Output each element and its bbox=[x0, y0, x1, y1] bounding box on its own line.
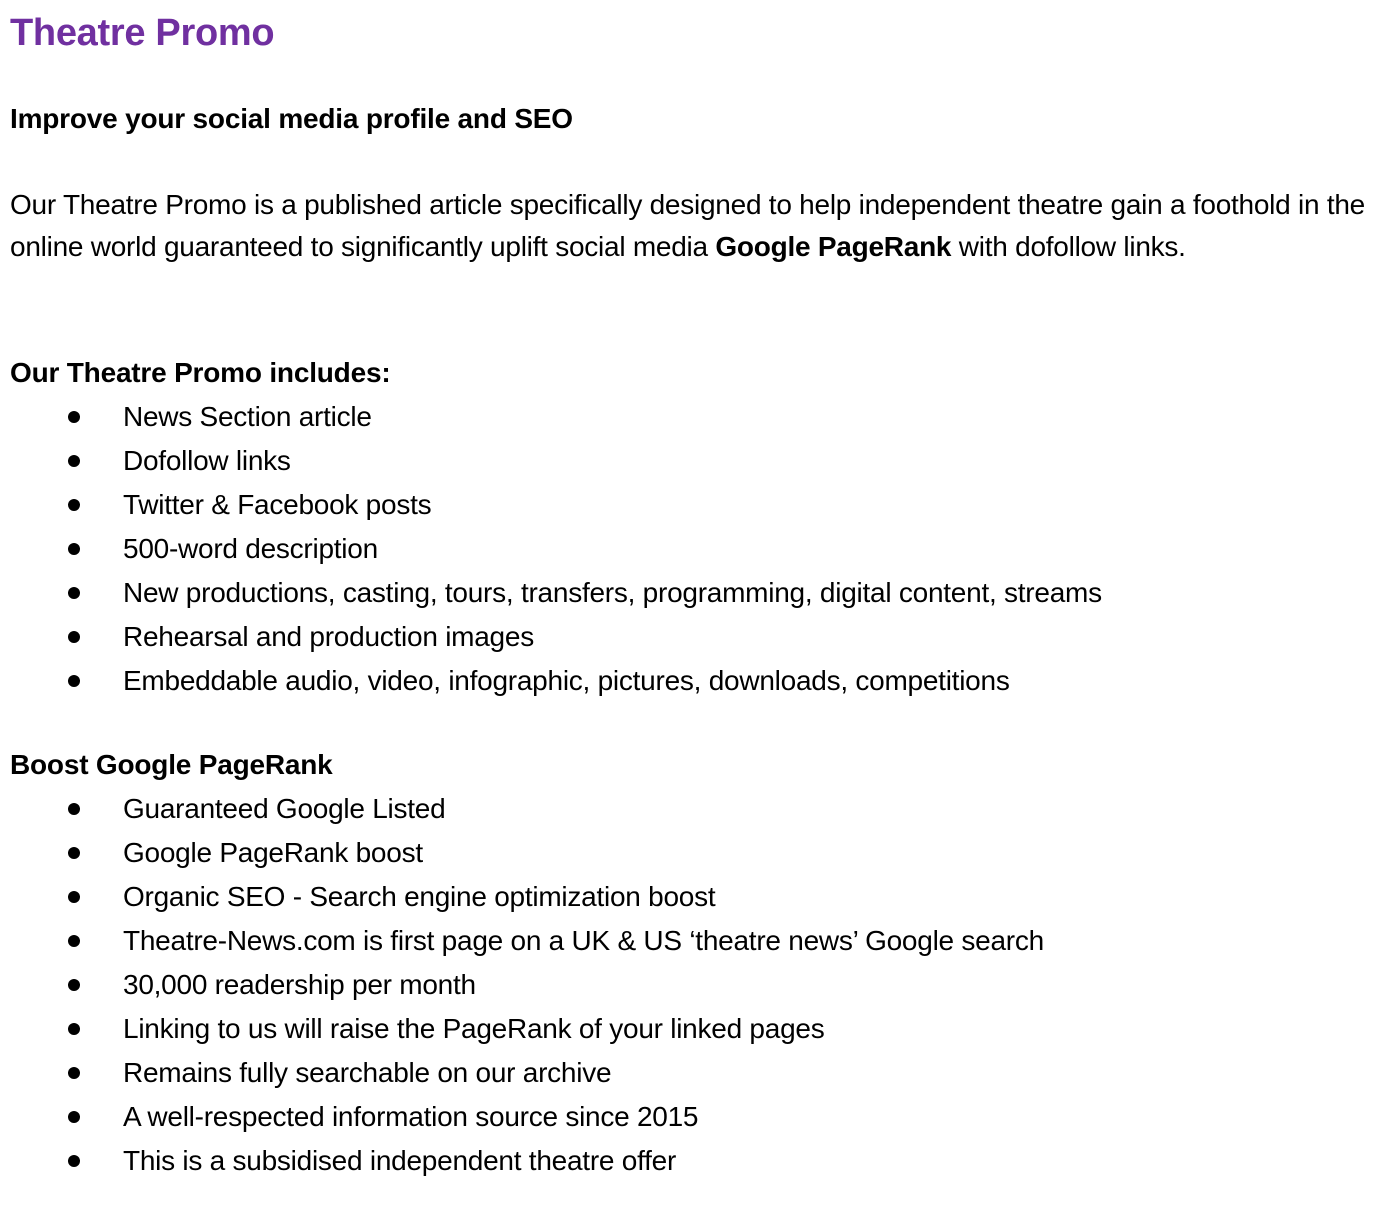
bullet-icon bbox=[68, 543, 80, 555]
list-item bbox=[10, 395, 1102, 439]
list-item-text: Linking to us will raise the PageRank of your linked pages bbox=[123, 1013, 825, 1044]
includes-list bbox=[10, 395, 1102, 703]
list-item-text: Google PageRank boost bbox=[123, 837, 423, 868]
document-page bbox=[10, 0, 1376, 1176]
bullet-icon bbox=[68, 411, 80, 423]
subtitle-heading: Improve your social media profile and SEO bbox=[10, 103, 573, 134]
list-item-text: 30,000 readership per month bbox=[123, 969, 476, 1000]
boost-heading: Boost Google PageRank bbox=[10, 749, 333, 780]
bullet-icon bbox=[68, 455, 80, 467]
bullet-icon bbox=[68, 891, 80, 903]
intro-paragraph bbox=[10, 184, 1376, 268]
bullet-icon bbox=[68, 1155, 80, 1167]
bullet-icon bbox=[68, 935, 80, 947]
list-item-text: Rehearsal and production images bbox=[123, 621, 534, 652]
list-item-text: Guaranteed Google Listed bbox=[123, 793, 446, 824]
list-item-text: A well-respected information source since 2015 bbox=[123, 1101, 699, 1132]
bullet-icon bbox=[68, 587, 80, 599]
list-item bbox=[10, 919, 1044, 963]
list-item bbox=[10, 831, 1044, 875]
list-item bbox=[10, 659, 1102, 703]
intro-text-bold: Google PageRank bbox=[715, 231, 952, 262]
bullet-icon bbox=[68, 1067, 80, 1079]
list-item-text: This is a subsidised independent theatre offer bbox=[123, 1145, 677, 1176]
list-item-text: New productions, casting, tours, transfers, programming, digital content, streams bbox=[123, 577, 1102, 608]
list-item bbox=[10, 875, 1044, 919]
list-item bbox=[10, 1095, 1044, 1139]
list-item bbox=[10, 483, 1102, 527]
list-item-text: 500-word description bbox=[123, 533, 378, 564]
includes-heading: Our Theatre Promo includes: bbox=[10, 357, 391, 388]
list-item bbox=[10, 439, 1102, 483]
bullet-icon bbox=[68, 979, 80, 991]
list-item bbox=[10, 787, 1044, 831]
intro-text-part2: with dofollow links. bbox=[951, 231, 1186, 262]
list-item bbox=[10, 571, 1102, 615]
intro-text-part1: Our Theatre Promo is a published article specifically designed to help independent theatre gain a foothold in the online world guaranteed to significantly uplift social media bbox=[10, 189, 1366, 262]
list-item-text: Embeddable audio, video, infographic, pictures, downloads, competitions bbox=[123, 665, 1010, 696]
bullet-icon bbox=[68, 631, 80, 643]
boost-list bbox=[10, 787, 1044, 1183]
bullet-icon bbox=[68, 675, 80, 687]
list-item bbox=[10, 963, 1044, 1007]
list-item-text: Twitter & Facebook posts bbox=[123, 489, 432, 520]
list-item-text: Theatre-News.com is first page on a UK & US ‘theatre news’ Google search bbox=[123, 925, 1044, 956]
bullet-icon bbox=[68, 1023, 80, 1035]
page-title: Theatre Promo bbox=[10, 12, 275, 54]
bullet-icon bbox=[68, 847, 80, 859]
list-item bbox=[10, 1007, 1044, 1051]
list-item bbox=[10, 615, 1102, 659]
bullet-icon bbox=[68, 803, 80, 815]
list-item-text: Organic SEO - Search engine optimization boost bbox=[123, 881, 716, 912]
list-item-text: News Section article bbox=[123, 401, 372, 432]
list-item-text: Dofollow links bbox=[123, 445, 291, 476]
list-item-text: Remains fully searchable on our archive bbox=[123, 1057, 612, 1088]
bullet-icon bbox=[68, 499, 80, 511]
list-item bbox=[10, 1051, 1044, 1095]
list-item bbox=[10, 1139, 1044, 1183]
bullet-icon bbox=[68, 1111, 80, 1123]
list-item bbox=[10, 527, 1102, 571]
